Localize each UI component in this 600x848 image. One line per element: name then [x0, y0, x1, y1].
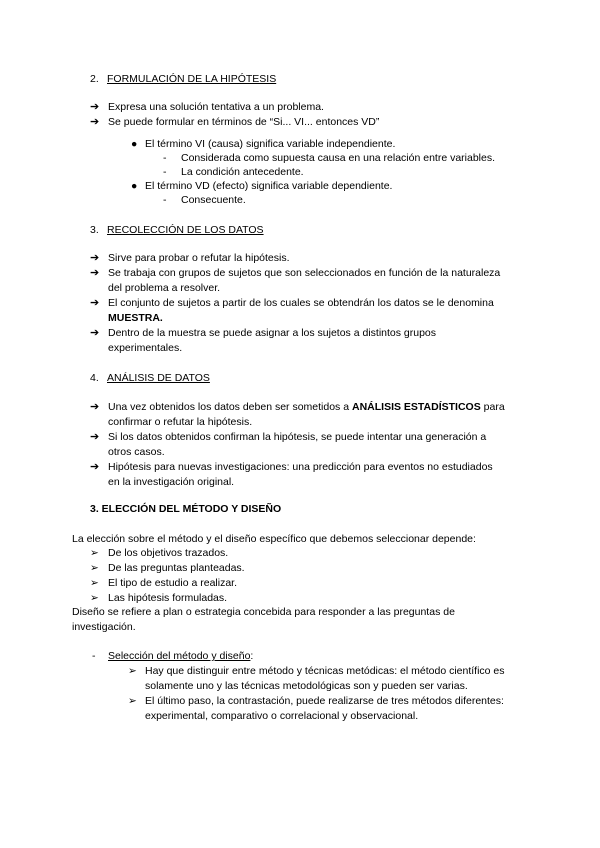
bullet-text-cont: del problema a resolver. — [108, 282, 221, 294]
section-heading-formulacion: FORMULACIÓN DE LA HIPÓTESIS — [107, 73, 277, 85]
section-number: 4. — [90, 372, 99, 384]
vi-definition: El término VI (causa) significa variable independiente. — [145, 138, 396, 150]
sub-item-text: Hay que distinguir entre método y técnicas metódicas: el método científico es — [145, 665, 505, 677]
bullet-text-cont: confirmar o refutar la hipótesis. — [108, 416, 253, 428]
bullet-text-cont: en la investigación original. — [108, 476, 235, 488]
main-heading: 3. ELECCIÓN DEL MÉTODO Y DISEÑO — [90, 503, 282, 515]
triangle-bullet-icon: ➢ — [90, 547, 99, 559]
section-heading-analisis: ANÁLISIS DE DATOS — [107, 372, 210, 384]
triangle-bullet-icon: ➢ — [90, 592, 99, 604]
bullet-text: Se puede formular en términos de “Si... VI... entonces VD” — [108, 116, 380, 128]
vi-sub-item: La condición antecedente. — [181, 166, 304, 178]
sub-item-text-cont: experimental, comparativo o correlacional y observacional. — [145, 710, 419, 722]
sub-heading-colon: : — [250, 650, 254, 662]
bullet-text: Hipótesis para nuevas investigaciones: una predicción para eventos no estudiados — [108, 461, 493, 473]
triangle-bullet-icon: ➢ — [128, 665, 137, 677]
section-number: 2. — [90, 73, 99, 85]
arrow-bullet-icon: ➔ — [90, 431, 100, 443]
arrow-bullet-icon: ➔ — [90, 461, 100, 473]
arrow-bullet-icon: ➔ — [90, 401, 100, 413]
dot-bullet-icon: ● — [131, 180, 138, 192]
list-item: El tipo de estudio a realizar. — [108, 577, 237, 589]
sub-item-text-cont: solamente uno y las técnicas metodológicas son y pueden ser varias. — [145, 680, 468, 692]
bullet-text: Expresa una solución tentativa a un problema. — [108, 101, 324, 113]
muestra-term: MUESTRA. — [108, 312, 163, 324]
dash-bullet-icon: - — [163, 152, 167, 164]
bullet-text: Si los datos obtenidos confirman la hipótesis, se puede intentar una generación a — [108, 431, 487, 443]
dot-bullet-icon: ● — [131, 138, 138, 150]
dash-bullet-icon: - — [163, 194, 167, 206]
arrow-bullet-icon: ➔ — [90, 327, 100, 339]
sub-heading-text: Selección del método y diseño — [108, 650, 251, 662]
bullet-text-part: para — [483, 401, 505, 413]
arrow-bullet-icon: ➔ — [90, 101, 100, 113]
triangle-bullet-icon: ➢ — [128, 695, 137, 707]
arrow-bullet-icon: ➔ — [90, 116, 100, 128]
arrow-bullet-icon: ➔ — [90, 252, 100, 264]
dash-bullet-icon: - — [92, 650, 96, 662]
bullet-text: Sirve para probar o refutar la hipótesis. — [108, 252, 290, 264]
arrow-bullet-icon: ➔ — [90, 297, 100, 309]
bullet-text-cont: experimentales. — [108, 342, 183, 354]
sub-heading — [108, 649, 253, 664]
intro-text: La elección sobre el método y el diseño específico que debemos seleccionar depende: — [72, 533, 476, 545]
triangle-bullet-icon: ➢ — [90, 562, 99, 574]
bullet-text: Se trabaja con grupos de sujetos que son seleccionados en función de la naturaleza — [108, 267, 501, 279]
design-text: Diseño se refiere a plan o estrategia concebida para responder a las preguntas de — [72, 606, 455, 618]
section-number: 3. — [90, 224, 99, 236]
bullet-text: El conjunto de sujetos a partir de los cuales se obtendrán los datos se le denomina — [108, 297, 494, 309]
vi-sub-item: Considerada como supuesta causa en una relación entre variables. — [181, 152, 496, 164]
sub-item-text: El último paso, la contrastación, puede realizarse de tres métodos diferentes: — [145, 695, 504, 707]
bullet-text — [108, 400, 505, 415]
vd-sub-item: Consecuente. — [181, 194, 246, 206]
list-item: De las preguntas planteadas. — [108, 562, 245, 574]
triangle-bullet-icon: ➢ — [90, 577, 99, 589]
arrow-bullet-icon: ➔ — [90, 267, 100, 279]
list-item: De los objetivos trazados. — [108, 547, 229, 559]
dash-bullet-icon: - — [163, 166, 167, 178]
design-text-cont: investigación. — [72, 621, 136, 633]
section-heading-recoleccion: RECOLECCIÓN DE LOS DATOS — [107, 224, 264, 236]
vd-definition: El término VD (efecto) significa variable dependiente. — [145, 180, 393, 192]
bullet-text: Dentro de la muestra se puede asignar a los sujetos a distintos grupos — [108, 327, 437, 339]
bullet-text-cont: otros casos. — [108, 446, 165, 458]
list-item: Las hipótesis formuladas. — [108, 592, 228, 604]
analisis-estadisticos-term: ANÁLISIS ESTADÍSTICOS — [352, 401, 481, 413]
bullet-text-part: Una vez obtenidos los datos deben ser sometidos a — [108, 401, 350, 413]
